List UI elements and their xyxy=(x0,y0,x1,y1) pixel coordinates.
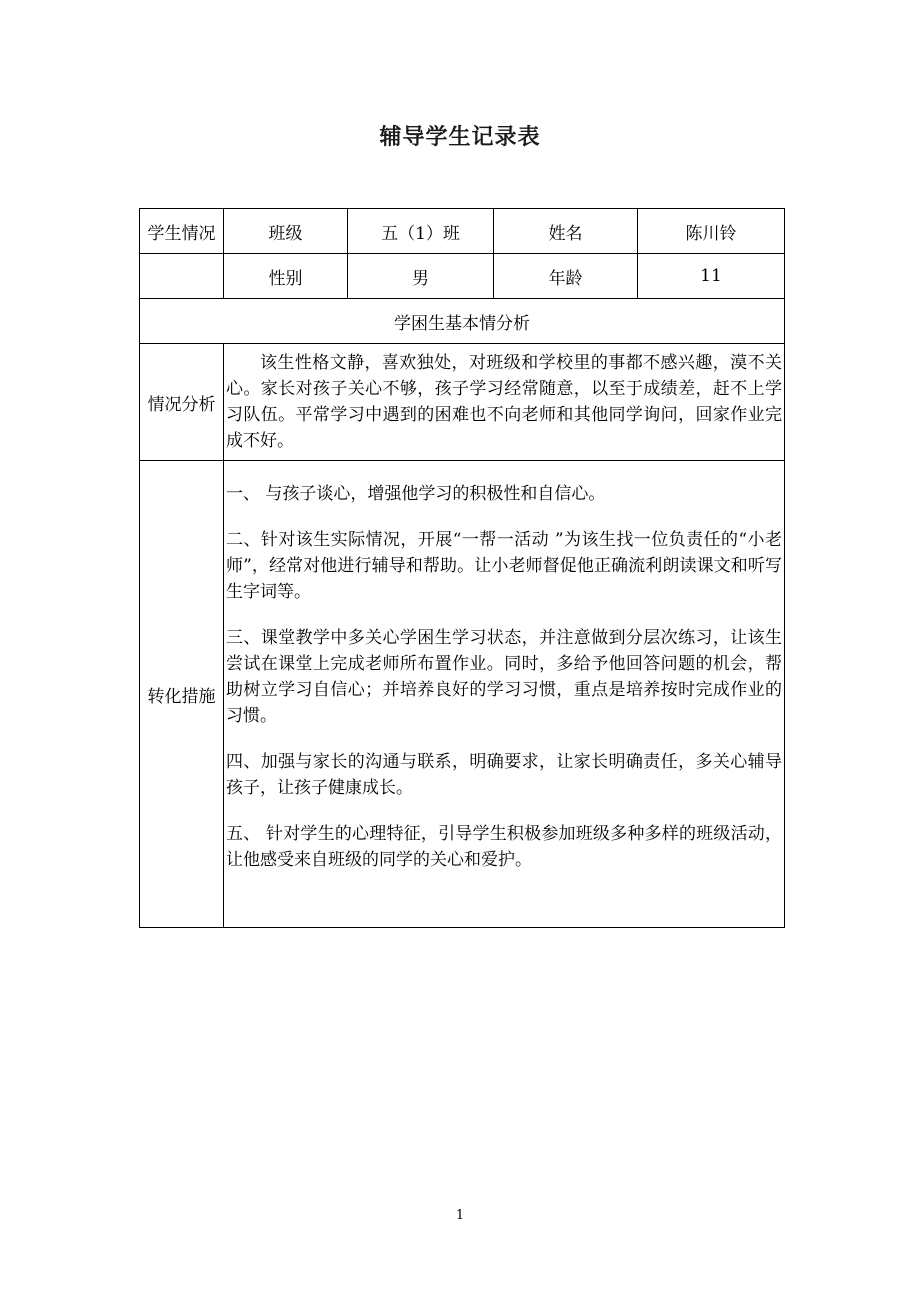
table-row xyxy=(140,299,785,344)
name-value: 陈川铃 xyxy=(638,209,785,254)
measures-cell xyxy=(224,461,785,928)
age-label: 年龄 xyxy=(494,254,638,299)
gender-label: 性别 xyxy=(224,254,348,299)
measure-item-1: 一、 与孩子谈心，增强他学习的积极性和自信心。 xyxy=(226,484,606,504)
measure-item-3: 三、课堂教学中多关心学困生学习状态，并注意做到分层次练习，让该生尝试在课堂上完成老师所布置作业。同时，多给予他回答问题的机会，帮助树立学习自信心；并培养良好的学习习惯，重点是培养按时完成作业的习惯。 xyxy=(226,628,782,726)
empty-cell xyxy=(140,254,224,299)
section-student-label: 学生情况 xyxy=(140,209,224,254)
gender-value: 男 xyxy=(348,254,494,299)
measure-item-2: 二、针对该生实际情况，开展“一帮一活动 ”为该生找一位负责任的“小老师”，经常对他进行辅导和帮助。让小老师督促他正确流利朗读课文和听写生字词等。 xyxy=(226,530,782,602)
measure-item-4: 四、加强与家长的沟通与联系，明确要求，让家长明确责任，多关心辅导孩子，让孩子健康成长。 xyxy=(226,752,782,798)
table-row xyxy=(140,344,785,461)
table-row xyxy=(140,254,785,299)
analysis-header: 学困生基本情分析 xyxy=(140,299,785,344)
analysis-text: 该生性格文静，喜欢独处，对班级和学校里的事都不感兴趣，漠不关心。家长对孩子关心不够，孩子学习经常随意，以至于成绩差，赶不上学习队伍。平常学习中遇到的困难也不向老师和其他同学询问，回家作业完成不好。 xyxy=(226,353,782,451)
name-label: 姓名 xyxy=(494,209,638,254)
class-value: 五（1）班 xyxy=(348,209,494,254)
analysis-label: 情况分析 xyxy=(140,344,224,461)
table-row xyxy=(140,461,785,928)
analysis-cell xyxy=(224,344,785,461)
measures-label: 转化措施 xyxy=(140,461,224,928)
class-label: 班级 xyxy=(224,209,348,254)
age-value: 11 xyxy=(638,254,785,299)
page-number: 1 xyxy=(455,1208,465,1223)
student-record-table xyxy=(139,208,785,928)
page-title: 辅导学生记录表 xyxy=(379,125,541,150)
table-row xyxy=(140,209,785,254)
measure-item-5: 五、 针对学生的心理特征，引导学生积极参加班级多种多样的班级活动，让他感受来自班级的同学的关心和爱护。 xyxy=(226,824,782,870)
